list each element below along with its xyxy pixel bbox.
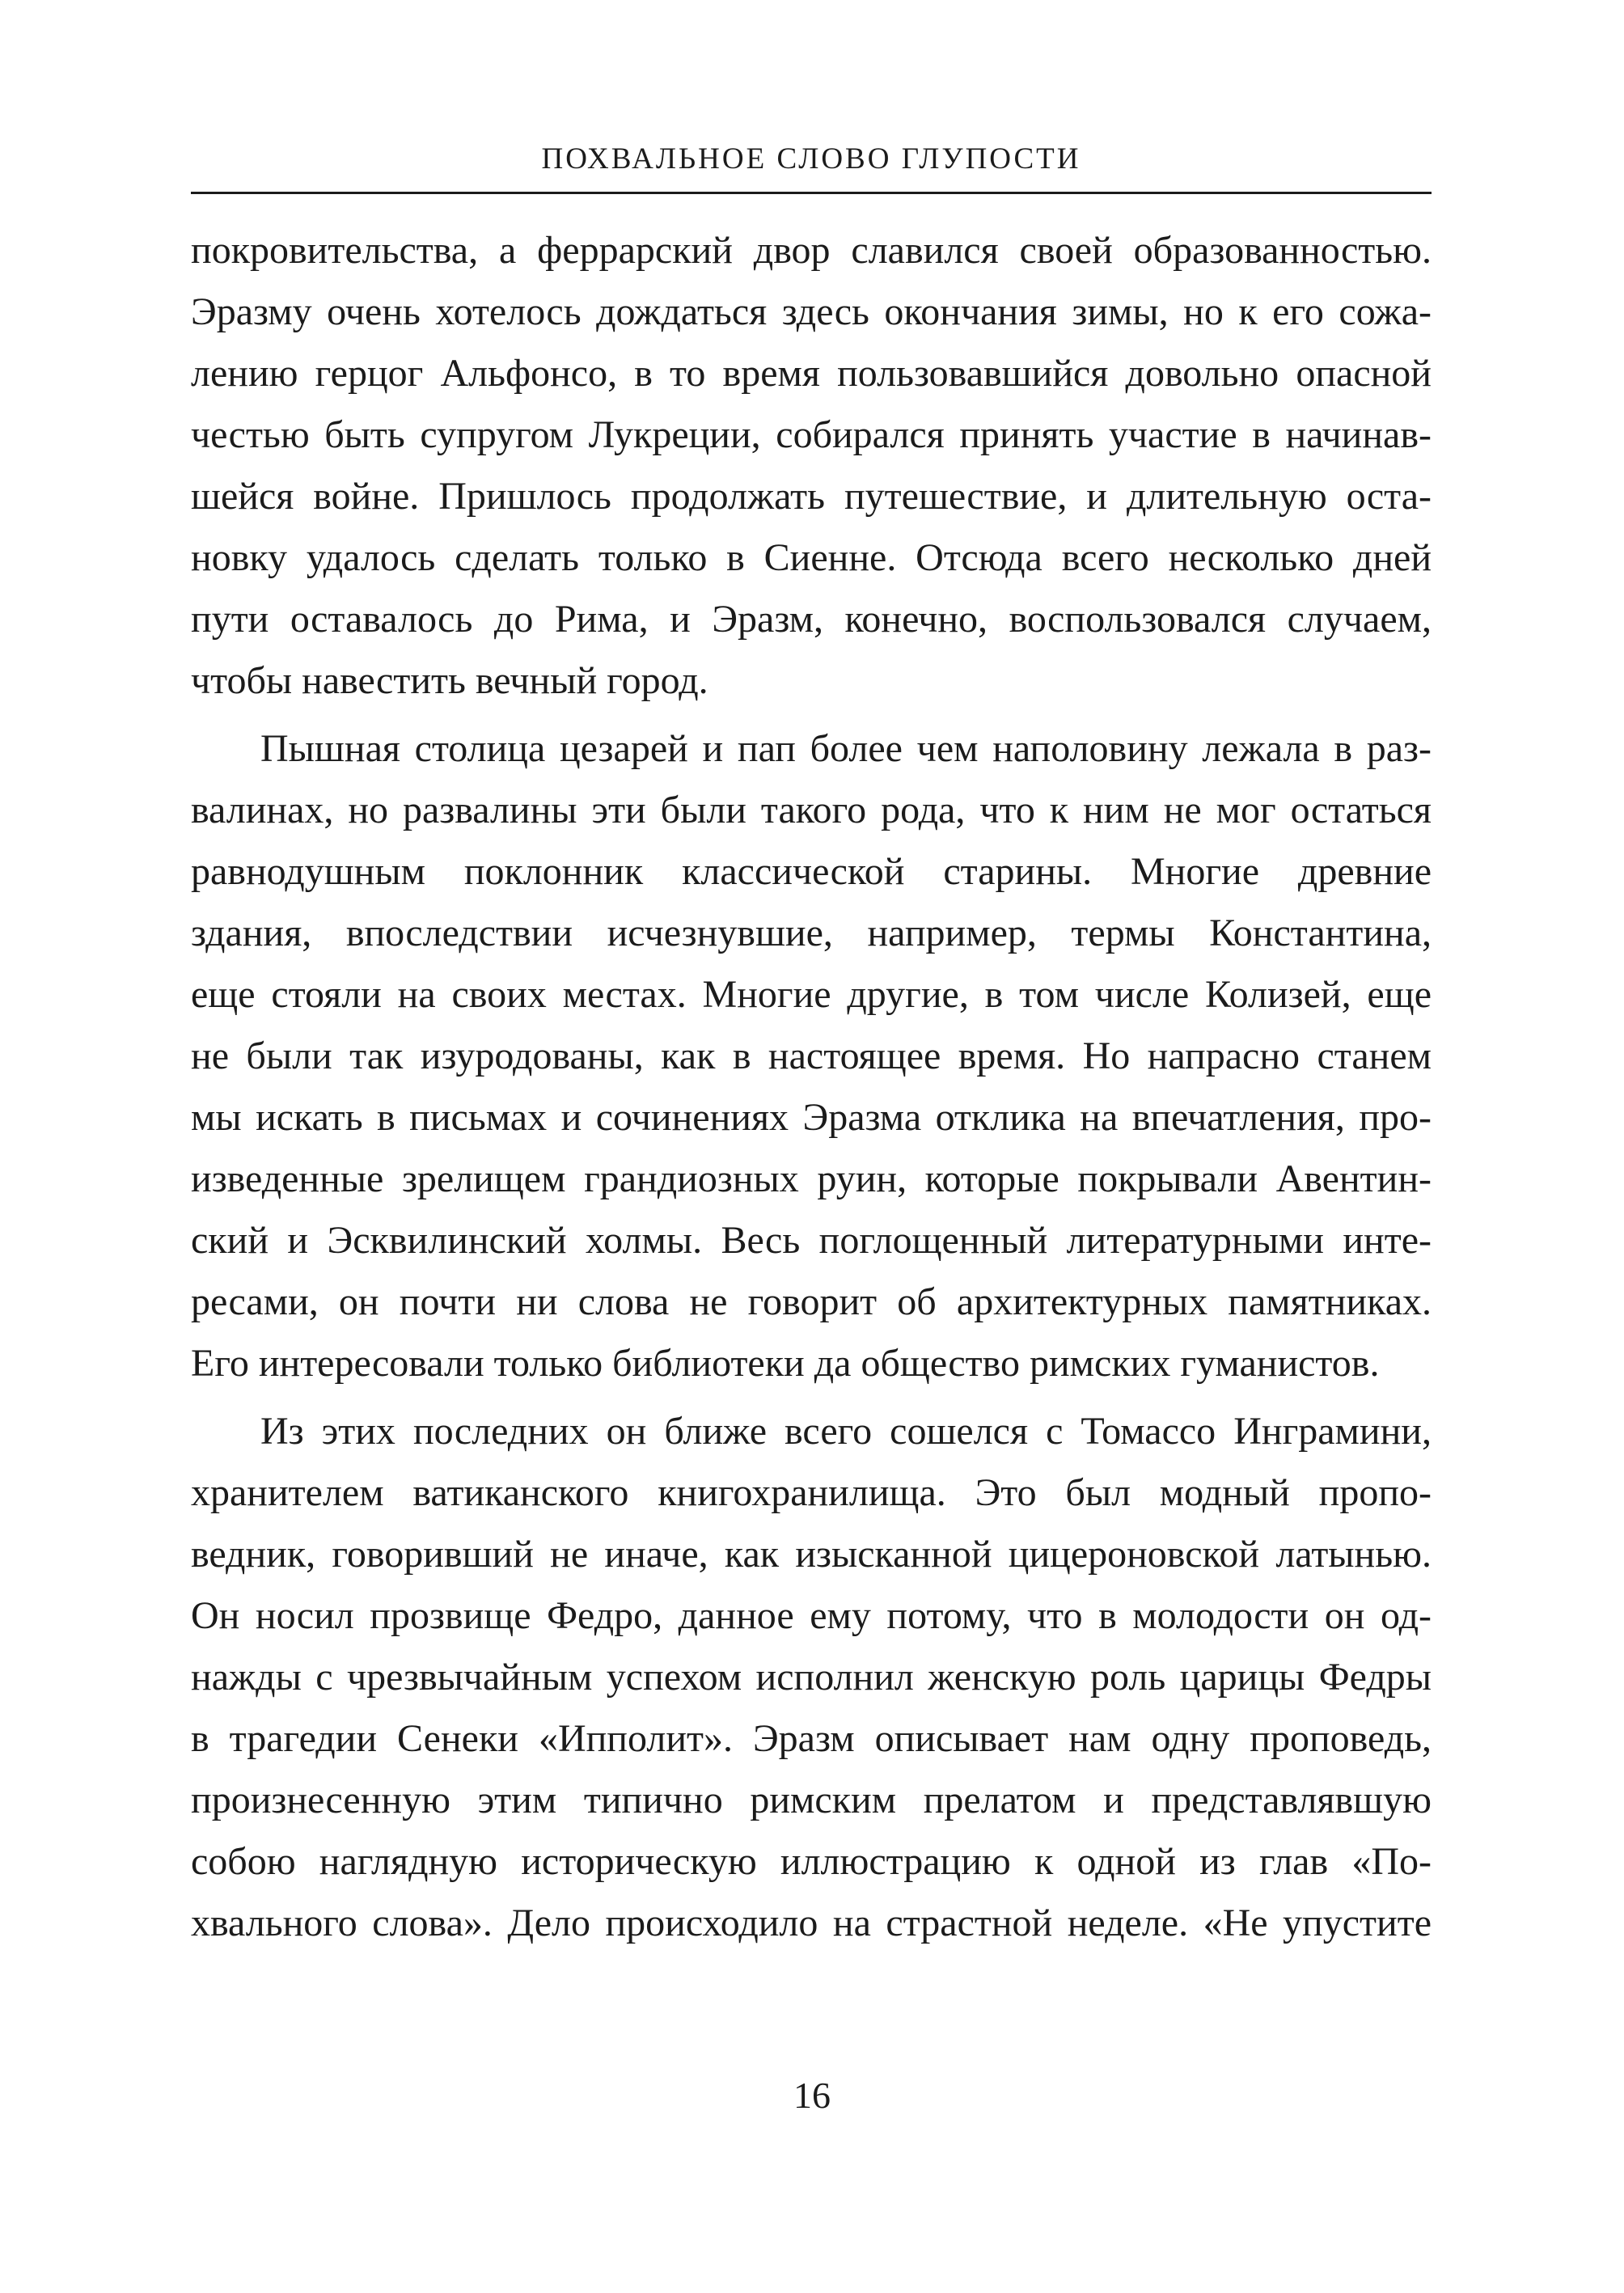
paragraph-3 [191,1401,1432,1954]
text-line: ведник, говоривший не иначе, как изысканной цицероновской латынью. [191,1533,1432,1576]
text-line: ский и Эсквилинский холмы. Весь поглощенный литературными инте- [191,1219,1432,1262]
paragraph-2 [191,718,1432,1394]
text-line: в трагедии Сенеки «Ипполит». Эразм описывает нам одну проповедь, [191,1717,1432,1760]
page-number: 16 [793,2075,831,2116]
text-line: Он носил прозвище Федро, данное ему потому, что в молодости он од- [191,1594,1432,1637]
text-line: покровительства, а феррарский двор славился своей образованностью. [191,229,1432,272]
paragraph-gap [191,1394,1432,1401]
text-line: Эразму очень хотелось дождаться здесь окончания зимы, но к его сожа- [191,290,1432,333]
body-text [191,220,1432,1954]
text-line: равнодушным поклонник классической старины. Многие древние [191,850,1432,893]
text-line: нажды с чрезвычайным успехом исполнил женскую роль царицы Федры [191,1656,1432,1699]
text-line: здания, впоследствии исчезнувшие, например, термы Константина, [191,912,1432,954]
text-line: новку удалось сделать только в Сиенне. Отсюда всего несколько дней [191,536,1432,579]
text-line: хвального слова». Дело происходило на страстной неделе. «Не упустите [191,1902,1432,1944]
text-line: еще стояли на своих местах. Многие другие, в том числе Колизей, еще [191,973,1432,1016]
text-line: произнесенную этим типично римским прелатом и представлявшую [191,1779,1432,1821]
text-line: собою наглядную историческую иллюстрацию к одной из глав «По- [191,1840,1432,1883]
text-line: хранителем ватиканского книгохранилища. Это был модный пропо- [191,1471,1432,1514]
text-line: мы искать в письмах и сочинениях Эразма отклика на впечатления, про- [191,1096,1432,1139]
text-line: валинах, но развалины эти были такого рода, что к ним не мог остаться [191,789,1432,831]
text-line: не были так изуродованы, как в настоящее время. Но напрасно станем [191,1034,1432,1077]
text-line: пути оставалось до Рима, и Эразм, конечно, воспользовался случаем, [191,598,1432,641]
header-rule [191,192,1432,194]
text-line: ресами, он почти ни слова не говорит об архитектурных памятниках. [191,1280,1432,1323]
text-line: чтобы навестить вечный город. [191,659,708,702]
paragraph-1 [191,220,1432,712]
text-line: Пышная столица цезарей и пап более чем наполовину лежала в раз- [260,727,1432,770]
running-title: ПОХВАЛЬНОЕ СЛОВО ГЛУПОСТИ [541,142,1081,176]
text-line: честью быть супругом Лукреции, собирался принять участие в начинав- [191,413,1432,456]
text-line: Его интересовали только библиотеки да общество римских гуманистов. [191,1342,1380,1385]
text-line: лению герцог Альфонсо, в то время пользовавшийся довольно опасной [191,352,1432,395]
text-line: шейся войне. Пришлось продолжать путешествие, и длительную оста- [191,475,1432,518]
text-line: изведенные зрелищем грандиозных руин, которые покрывали Авентин- [191,1157,1432,1200]
paragraph-gap [191,712,1432,718]
text-line: Из этих последних он ближе всего сошелся с Томассо Инграмини, [260,1410,1432,1453]
